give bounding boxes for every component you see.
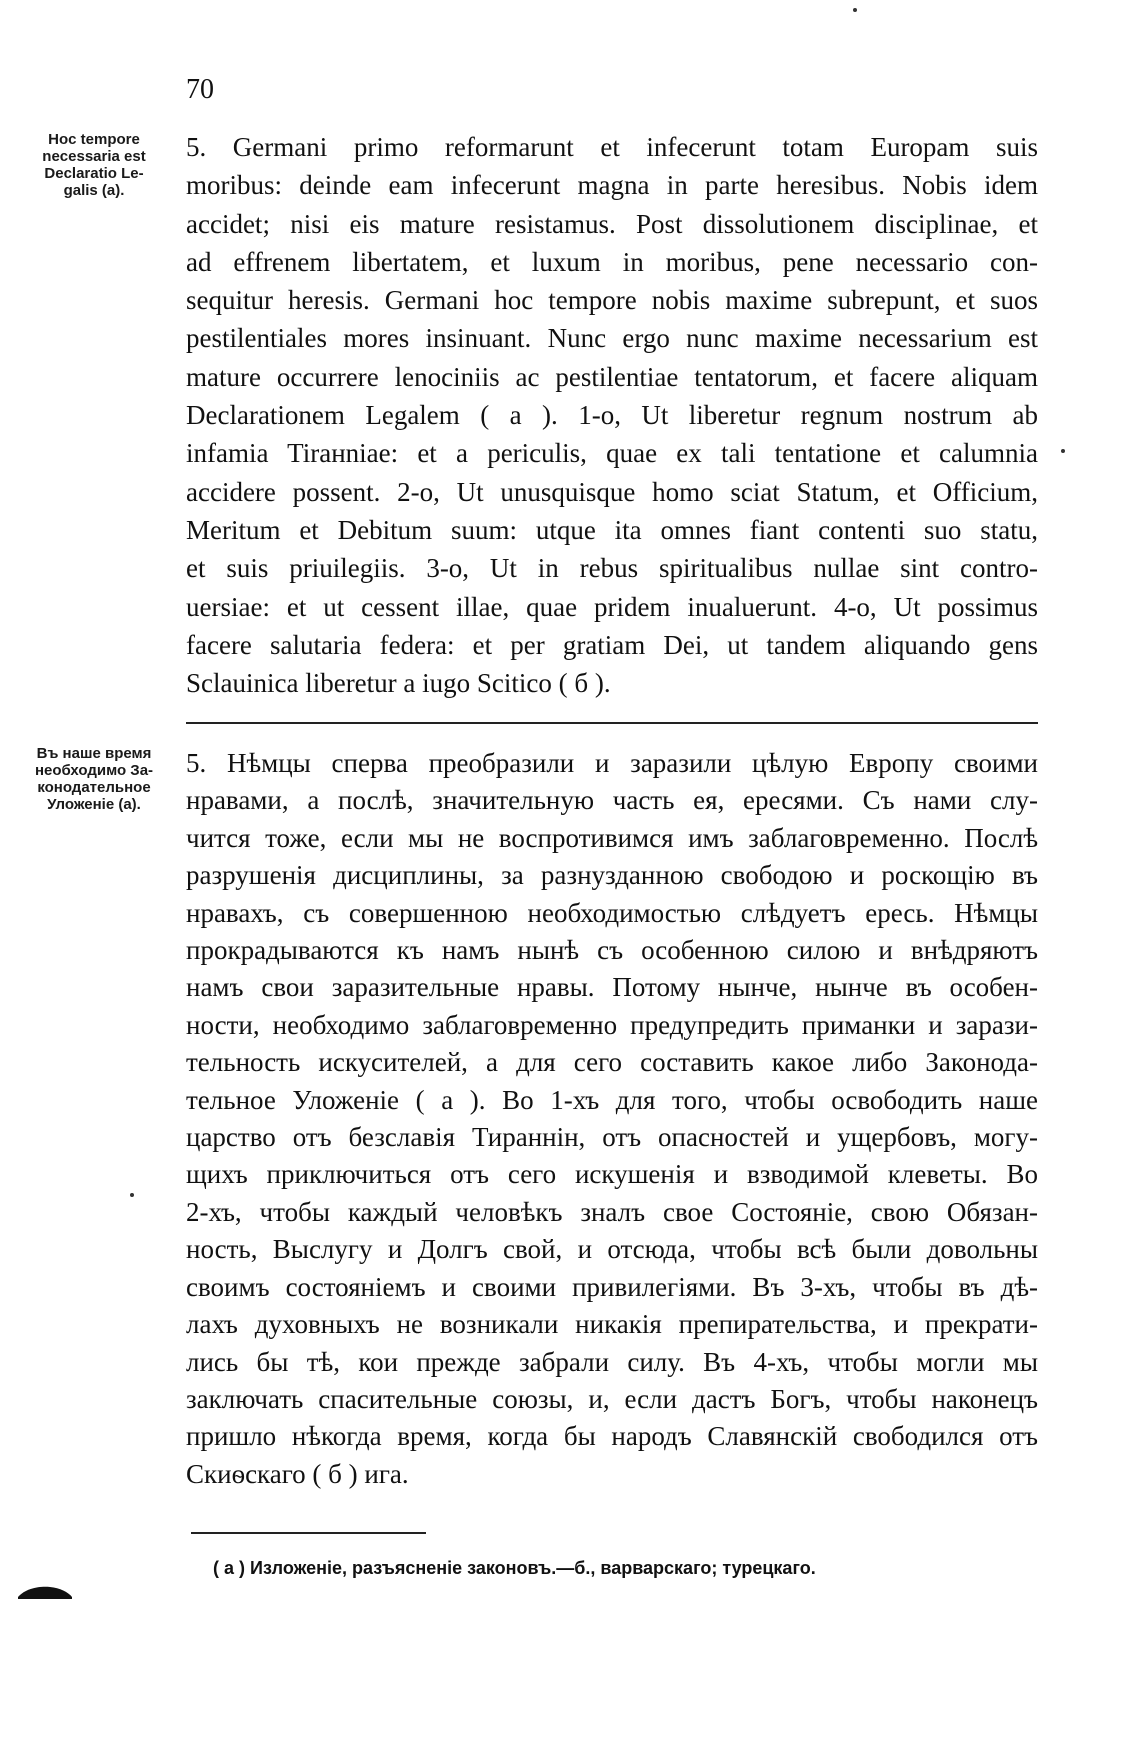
text-line: лись бы тѣ, кои прежде забрали силу. Въ 4-хъ, чтобы могли мы: [186, 1346, 1038, 1377]
text-line: царство отъ безславія Тираннін, отъ опасностей и ущербовъ, могу-: [186, 1122, 1038, 1153]
text-line: mature occurrere lenociniis ac pestilentiae tentatorum, et facere aliquam: [186, 361, 1038, 392]
footnote-divider: [191, 1532, 426, 1534]
text-line: Sclauinica liberetur a iugo Scitico ( б ).: [186, 668, 611, 699]
marginal-note-line: необходимо За-: [34, 762, 154, 779]
text-line: нравами, а послѣ, значительную часть ея, ересями. Съ нами слу-: [186, 785, 1038, 816]
text-line: 5. Germani primo reformarunt et infecerunt totam Europam suis: [186, 132, 1038, 162]
latin-paragraph: [186, 128, 1038, 702]
text-line: чится тоже, если мы не воспротивимся имъ заблаговременно. Послѣ: [186, 822, 1038, 853]
page-number: 70: [186, 74, 214, 105]
marginal-note-line: galis (a).: [63, 182, 125, 199]
marginal-note-line: конодательное: [37, 779, 151, 796]
text-line: uersiae: et ut cessent illae, quae pridem inualuerunt. 4-o, Ut possimus: [186, 591, 1038, 622]
marginal-note-line: Въ наше время: [36, 745, 152, 762]
marginal-note-line: Declaratio Le-: [44, 165, 144, 182]
text-line: infamia Tirанniae: et a periculis, quae ex tali tentatione et calumnia: [186, 438, 1038, 469]
ink-blot-mark: [16, 1584, 74, 1600]
text-line: facere salutaria federa: et per gratiam Dei, ut tandem aliquando gens: [186, 629, 1038, 660]
marginal-note-line: Hoc tempore: [48, 131, 140, 148]
text-line: лахъ духовныхъ не возникали никакія препирательства, и прекрати-: [186, 1309, 1038, 1340]
text-line: Meritum et Debitum suum: utque ita omnes fiant contenti suo statu,: [186, 514, 1038, 545]
text-line: accidet; nisi eis mature resistamus. Post dissolutionem disciplinae, et: [186, 208, 1038, 239]
latin-marginal-note: [14, 131, 174, 199]
text-line: pestilentiales mores insinuant. Nunc ergo nunc maxime necessarium est: [186, 323, 1038, 354]
text-line: ad effrenem libertatem, et luxum in moribus, pene necessario con-: [186, 246, 1038, 277]
text-line: sequitur heresis. Germani hoc tempore nobis maxime subrepunt, et suos: [186, 285, 1038, 316]
text-line: прокрадываются къ намъ нынѣ съ особенною силою и внѣдряютъ: [186, 935, 1038, 966]
text-line: ность, Выслугу и Долгъ свой, и отсюда, чтобы всѣ были довольны: [186, 1234, 1038, 1265]
text-line: 5. Нѣмцы сперва преобразили и заразили цѣлую Европу своими: [186, 748, 1038, 778]
text-line: accidere possent. 2-o, Ut unusquisque homo sciat Statum, et Officium,: [186, 476, 1038, 507]
text-line: moribus: deinde eam infecerunt magna in parte heresibus. Nobis idem: [186, 170, 1038, 201]
text-line: тельность искусителей, а для сего составить какое либо Законода-: [186, 1047, 1038, 1078]
text-line: щихъ приключиться отъ сего искушенія и взводимой клеветы. Во: [186, 1159, 1038, 1190]
text-line: Declarationem Legalem ( a ). 1-o, Ut liberetur regnum nostrum ab: [186, 400, 1038, 431]
text-line: разрушенія дисциплины, за разнузданною свободою и роскощію въ: [186, 860, 1038, 891]
marginal-note-line: necessaria est: [42, 148, 146, 165]
marginal-note-line: Уложеніе (а).: [47, 796, 141, 813]
russian-marginal-note: [14, 745, 174, 813]
scan-speck: [1061, 449, 1065, 453]
scan-speck: [130, 1193, 134, 1197]
text-line: Скиѳскаго ( б ) ига.: [186, 1458, 409, 1489]
text-line: 2-хъ, чтобы каждый человѣкъ зналъ свое Состояніе, свою Обязан-: [186, 1196, 1038, 1227]
text-line: тельное Уложеніе ( а ). Во 1-хъ для того, чтобы освободить наше: [186, 1084, 1038, 1115]
text-line: пришло нѣкогда время, когда бы народъ Славянскій свободился отъ: [186, 1421, 1038, 1452]
text-line: заключать спасительные союзы, и, если дастъ Богъ, чтобы наконецъ: [186, 1383, 1038, 1414]
footnote: ( а ) Изложеніе, разъясненіе законовъ.—б., варварскаго; турецкаго.: [213, 1558, 816, 1578]
text-line: ности, необходимо заблаговременно предупредить приманки и зарази-: [186, 1009, 1038, 1040]
text-line: намъ свои заразительные нравы. Потому нынче, нынче въ особен-: [186, 972, 1038, 1003]
text-line: нравахъ, съ совершенною необходимостью слѣдуетъ ересь. Нѣмцы: [186, 897, 1038, 928]
section-divider: [186, 722, 1038, 724]
text-line: своимъ состояніемъ и своими привилегіями. Въ 3-хъ, чтобы въ дѣ-: [186, 1271, 1038, 1302]
scan-speck: [853, 8, 857, 12]
russian-paragraph: [186, 745, 1038, 1493]
text-line: et suis priuilegiis. 3-o, Ut in rebus spiritualibus nullae sint contro-: [186, 553, 1038, 584]
